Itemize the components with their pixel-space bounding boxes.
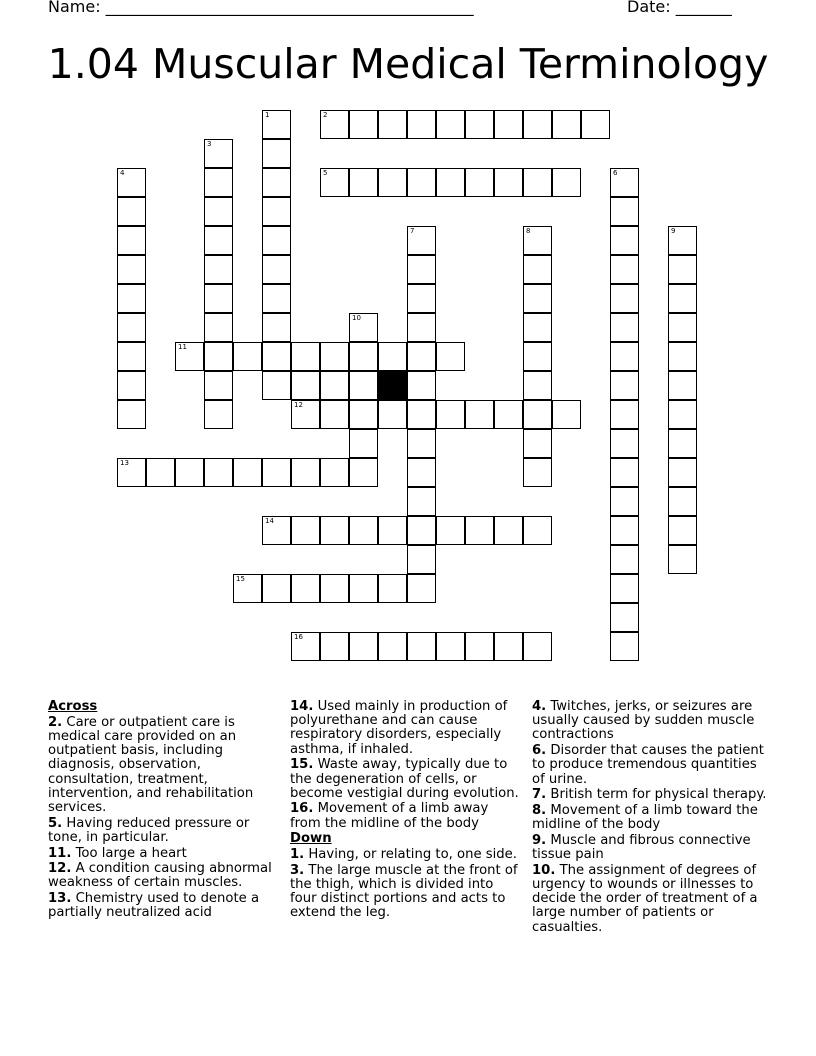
grid-cell[interactable] [320, 632, 349, 661]
grid-cell[interactable] [610, 342, 639, 371]
grid-cell[interactable] [117, 197, 146, 226]
grid-cell[interactable] [262, 516, 291, 545]
grid-cell[interactable] [407, 110, 436, 139]
grid-cell[interactable] [262, 313, 291, 342]
grid-cell[interactable] [610, 458, 639, 487]
grid-cell[interactable] [465, 400, 494, 429]
clue-number: 6 [613, 169, 618, 177]
grid-cell[interactable] [378, 516, 407, 545]
grid-cell[interactable] [175, 458, 204, 487]
grid-cell[interactable] [204, 255, 233, 284]
grid-cell[interactable] [320, 458, 349, 487]
grid-cell[interactable] [494, 516, 523, 545]
grid-cell[interactable] [204, 139, 233, 168]
grid-cell[interactable] [349, 400, 378, 429]
grid-cell[interactable] [204, 458, 233, 487]
grid-cell[interactable] [146, 458, 175, 487]
clue-down-10: 10. The assignment of degrees of urgency to wounds or illnesses to decide the order of treatment of a large number of patients or casualties. [532, 862, 758, 935]
grid-cell[interactable] [378, 574, 407, 603]
grid-cell[interactable] [465, 632, 494, 661]
grid-cell[interactable] [610, 197, 639, 226]
grid-cell[interactable] [581, 110, 610, 139]
grid-cell[interactable] [610, 255, 639, 284]
grid-cell[interactable] [407, 255, 436, 284]
grid-cell[interactable] [523, 110, 552, 139]
grid-cell[interactable] [117, 284, 146, 313]
grid-cell[interactable] [610, 574, 639, 603]
grid-cell[interactable] [291, 516, 320, 545]
clue-number: 9 [671, 227, 676, 235]
grid-cell[interactable] [494, 400, 523, 429]
clue-column-3 [532, 700, 768, 936]
grid-cell[interactable] [378, 342, 407, 371]
grid-cell[interactable] [523, 168, 552, 197]
grid-cell[interactable] [262, 110, 291, 139]
grid-cell[interactable] [552, 110, 581, 139]
grid-cell[interactable] [262, 342, 291, 371]
grid-cell[interactable] [204, 168, 233, 197]
grid-cell[interactable] [349, 458, 378, 487]
clue-across-14: 14. Used mainly in production of polyurethane and can cause respiratory disorders, especially asthma, if inhaled. [290, 699, 508, 757]
grid-cell[interactable] [291, 574, 320, 603]
clue-number: 1 [265, 111, 270, 119]
grid-cell[interactable] [668, 226, 697, 255]
clue-across-13: 13. Chemistry used to denote a partially neutralized acid [48, 891, 260, 921]
grid-cell[interactable] [610, 371, 639, 400]
grid-cell[interactable] [610, 632, 639, 661]
grid-cell[interactable] [668, 545, 697, 574]
grid-cell[interactable] [320, 110, 349, 139]
clue-across-2: 2. Care or outpatient care is medical care provided on an outpatient basis, including diagnosis, observation, consultation, treatment, intervention, and rehabilitation services. [48, 714, 254, 815]
grid-cell[interactable] [117, 313, 146, 342]
grid-cell[interactable] [320, 516, 349, 545]
grid-cell[interactable] [523, 458, 552, 487]
grid-cell[interactable] [465, 168, 494, 197]
down-heading: Down [290, 831, 332, 847]
grid-cell[interactable] [291, 371, 320, 400]
grid-cell[interactable] [349, 632, 378, 661]
grid-cell[interactable] [378, 632, 407, 661]
clue-down-8: 8. Movement of a limb toward the midline of the body [532, 802, 758, 833]
clue-down-6: 6. Disorder that causes the patient to produce tremendous quantities of urine. [532, 743, 764, 787]
clue-across-16: 16. Movement of a limb away from the midline of the body [290, 801, 489, 831]
grid-cell[interactable] [233, 574, 262, 603]
grid-cell[interactable] [494, 110, 523, 139]
clue-number: 7 [410, 227, 415, 235]
grid-cell[interactable] [204, 313, 233, 342]
grid-cell[interactable] [117, 458, 146, 487]
grid-cell[interactable] [378, 168, 407, 197]
grid-cell[interactable] [465, 110, 494, 139]
grid-cell[interactable] [668, 371, 697, 400]
grid-cell[interactable] [610, 429, 639, 458]
grid-cell[interactable] [436, 516, 465, 545]
clue-number: 3 [207, 140, 212, 148]
grid-cell[interactable] [262, 226, 291, 255]
clue-number: 15 [236, 575, 245, 583]
grid-cell[interactable] [233, 342, 262, 371]
grid-cell[interactable] [610, 400, 639, 429]
clue-down-1: 1. Having, or relating to, one side. [290, 847, 517, 863]
grid-cell[interactable] [436, 342, 465, 371]
grid-cell[interactable] [407, 226, 436, 255]
grid-cell[interactable] [291, 458, 320, 487]
grid-cell[interactable] [407, 342, 436, 371]
page-title: 1.04 Muscular Medical Terminology [47, 40, 769, 88]
date-line: Date: _______ [627, 0, 732, 16]
grid-cell[interactable] [349, 429, 378, 458]
clue-number: 5 [323, 169, 328, 177]
grid-cell[interactable] [407, 371, 436, 400]
grid-cell[interactable] [668, 342, 697, 371]
grid-cell[interactable] [117, 371, 146, 400]
grid-cell[interactable] [610, 226, 639, 255]
grid-cell[interactable] [668, 458, 697, 487]
grid-cell[interactable] [610, 545, 639, 574]
grid-cell[interactable] [668, 255, 697, 284]
grid-cell[interactable] [291, 342, 320, 371]
grid-cell[interactable] [610, 313, 639, 342]
grid-cell[interactable] [436, 632, 465, 661]
across-heading: Across [48, 699, 98, 714]
grid-cell[interactable] [610, 168, 639, 197]
grid-cell[interactable] [407, 516, 436, 545]
clue-number: 10 [352, 314, 361, 322]
grid-cell[interactable] [291, 400, 320, 429]
grid-cell[interactable] [407, 487, 436, 516]
grid-cell[interactable] [320, 400, 349, 429]
grid-cell[interactable] [204, 371, 233, 400]
grid-cell[interactable] [349, 313, 378, 342]
grid-cell[interactable] [204, 284, 233, 313]
grid-cell[interactable] [175, 342, 204, 371]
clue-down-9: 9. Muscle and fibrous connective tissue pain [532, 832, 751, 863]
grid-cell[interactable] [436, 400, 465, 429]
grid-cell[interactable] [523, 313, 552, 342]
grid-cell[interactable] [407, 313, 436, 342]
grid-cell[interactable] [610, 516, 639, 545]
grid-cell[interactable] [349, 168, 378, 197]
grid-cell[interactable] [407, 632, 436, 661]
clue-across-15: 15. Waste away, typically due to the degeneration of cells, or become vestigial during evolution. [290, 757, 519, 801]
grid-cell[interactable] [494, 168, 523, 197]
grid-cell[interactable] [523, 371, 552, 400]
grid-cell[interactable] [407, 545, 436, 574]
clue-number: 2 [323, 111, 328, 119]
grid-cell[interactable] [349, 371, 378, 400]
grid-cell[interactable] [523, 400, 552, 429]
grid-cell[interactable] [320, 342, 349, 371]
grid-cell[interactable] [378, 400, 407, 429]
grid-cell[interactable] [668, 313, 697, 342]
grid-cell[interactable] [349, 574, 378, 603]
clue-number: 14 [265, 517, 274, 525]
grid-cell[interactable] [523, 226, 552, 255]
grid-cell[interactable] [494, 632, 523, 661]
grid-cell[interactable] [320, 574, 349, 603]
grid-cell[interactable] [262, 139, 291, 168]
grid-cell[interactable] [117, 342, 146, 371]
clue-number: 11 [178, 343, 187, 351]
clue-number: 12 [294, 401, 303, 409]
grid-cell[interactable] [552, 400, 581, 429]
grid-cell[interactable] [668, 429, 697, 458]
clue-number: 16 [294, 633, 303, 641]
grid-cell[interactable] [610, 284, 639, 313]
clue-across-11: 11. Too large a heart [48, 845, 187, 861]
grid-cell[interactable] [668, 284, 697, 313]
grid-cell[interactable] [523, 255, 552, 284]
clue-down-7: 7. British term for physical therapy. [532, 787, 767, 803]
grid-cell[interactable] [378, 110, 407, 139]
grid-cell[interactable] [465, 516, 494, 545]
grid-cell[interactable] [117, 400, 146, 429]
grid-cell[interactable] [610, 603, 639, 632]
grid-cell[interactable] [407, 429, 436, 458]
grid-cell[interactable] [668, 400, 697, 429]
grid-cell[interactable] [262, 168, 291, 197]
clue-number: 8 [526, 227, 531, 235]
grid-cell[interactable] [262, 284, 291, 313]
clue-across-5: 5. Having reduced pressure or tone, in particular. [48, 815, 250, 845]
grid-cell[interactable] [233, 458, 262, 487]
grid-cell[interactable] [262, 458, 291, 487]
grid-cell[interactable] [117, 168, 146, 197]
grid-cell[interactable] [523, 516, 552, 545]
clue-number: 13 [120, 459, 129, 467]
grid-cell[interactable] [407, 284, 436, 313]
grid-cell[interactable] [407, 400, 436, 429]
grid-cell[interactable] [204, 226, 233, 255]
grid-cell[interactable] [204, 342, 233, 371]
grid-cell[interactable] [349, 110, 378, 139]
grid-cell[interactable] [291, 632, 320, 661]
grid-cell[interactable] [262, 371, 291, 400]
grid-cell[interactable] [320, 371, 349, 400]
grid-cell[interactable] [407, 574, 436, 603]
clue-down-4: 4. Twitches, jerks, or seizures are usually caused by sudden muscle contractions [532, 699, 755, 743]
clue-across-12: 12. A condition causing abnormal weakness of certain muscles. [48, 861, 272, 891]
grid-cell[interactable] [610, 487, 639, 516]
name-line: Name: ______________________________________________ [48, 0, 474, 16]
grid-cell[interactable] [523, 632, 552, 661]
grid-cell[interactable] [262, 574, 291, 603]
black-square [378, 371, 407, 400]
clue-down-3: 3. The large muscle at the front of the thigh, which is divided into four distinct portions and acts to extend the leg. [290, 862, 518, 921]
grid-cell[interactable] [668, 487, 697, 516]
grid-cell[interactable] [407, 168, 436, 197]
grid-cell[interactable] [262, 197, 291, 226]
grid-cell[interactable] [262, 255, 291, 284]
grid-cell[interactable] [407, 458, 436, 487]
grid-cell[interactable] [523, 429, 552, 458]
grid-cell[interactable] [668, 516, 697, 545]
grid-cell[interactable] [523, 342, 552, 371]
clue-column-2 [290, 700, 522, 922]
grid-cell[interactable] [320, 168, 349, 197]
clue-number: 4 [120, 169, 125, 177]
grid-cell[interactable] [349, 342, 378, 371]
grid-cell[interactable] [349, 516, 378, 545]
grid-cell[interactable] [436, 168, 465, 197]
grid-cell[interactable] [117, 255, 146, 284]
grid-cell[interactable] [552, 168, 581, 197]
grid-cell[interactable] [204, 400, 233, 429]
clue-column-1 [48, 700, 276, 922]
grid-cell[interactable] [523, 284, 552, 313]
grid-cell[interactable] [117, 226, 146, 255]
grid-cell[interactable] [204, 197, 233, 226]
grid-cell[interactable] [436, 110, 465, 139]
